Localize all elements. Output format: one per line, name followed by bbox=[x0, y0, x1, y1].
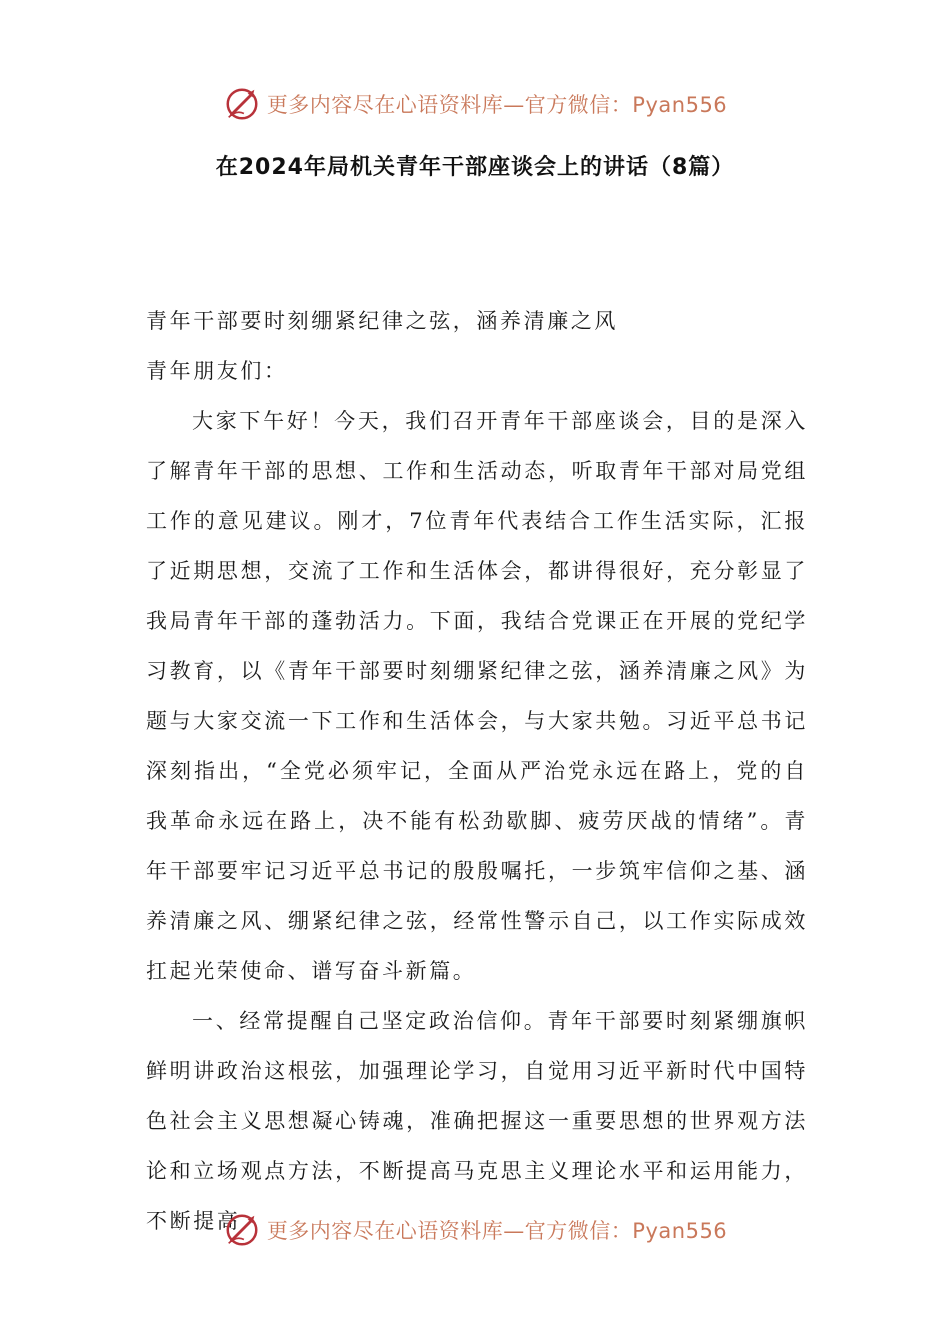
footer-watermark bbox=[0, 1208, 950, 1252]
document-body bbox=[146, 296, 808, 1246]
body-paragraph: 大家下午好！今天，我们召开青年干部座谈会，目的是深入了解青年干部的思想、工作和生活动态，听取青年干部对局党组工作的意见建议。刚才，7位青年代表结合工作生活实际，汇报了近期思想，交流了工作和生活体会，都讲得很好，充分彰显了我局青年干部的蓬勃活力。下面，我结合党课正在开展的党纪学习教育，以《青年干部要时刻绷紧纪律之弦，涵养清廉之风》为题与大家交流一下工作和生活体会，与大家共勉。习近平总书记深刻指出，“全党必须牢记，全面从严治党永远在路上，党的自我革命永远在路上，决不能有松劲歇脚、疲劳厌战的情绪”。青年干部要牢记习近平总书记的殷殷嘱托，一步筑牢信仰之基、涵养清廉之风、绷紧纪律之弦，经常性警示自己，以工作实际成效扛起光荣使命、谱写奋斗新篇。 bbox=[146, 409, 808, 983]
document-title: 在2024年局机关青年干部座谈会上的讲话（8篇） bbox=[215, 155, 735, 180]
pen-in-circle-logo-icon bbox=[223, 85, 261, 123]
watermark-text: 更多内容尽在心语资料库—官方微信：Pyan556 bbox=[266, 93, 728, 117]
body-paragraph: 一、经常提醒自己坚定政治信仰。青年干部要时刻紧绷旗帜鲜明讲政治这根弦，加强理论学习，自觉用习近平新时代中国特色社会主义思想凝心铸魂，准确把握这一重要思想的世界观方法论和立场观点方法，不断提高马克思主义理论水平和运用能力，不断提高 bbox=[146, 1009, 808, 1233]
salutation: 青年朋友们： bbox=[146, 359, 288, 383]
document-subtitle: 青年干部要时刻绷紧纪律之弦，涵养清廉之风 bbox=[146, 309, 618, 333]
watermark-text: 更多内容尽在心语资料库—官方微信：Pyan556 bbox=[266, 1219, 728, 1243]
pen-in-circle-logo-icon bbox=[223, 1211, 261, 1249]
header-watermark bbox=[0, 82, 950, 126]
